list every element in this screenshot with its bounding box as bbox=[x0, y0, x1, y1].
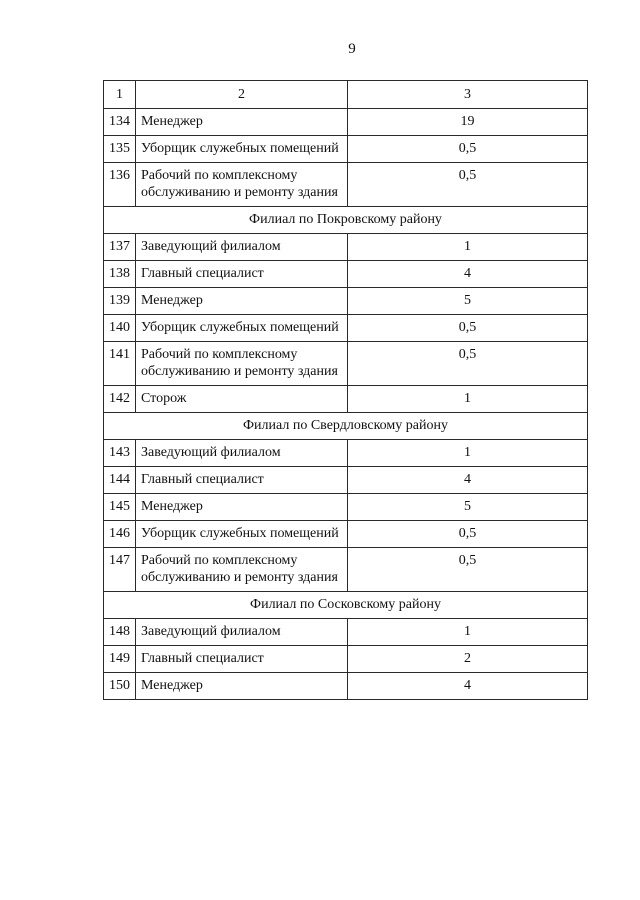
position-name: Уборщик служебных помещений bbox=[136, 521, 348, 548]
table-row bbox=[104, 386, 588, 413]
section-header-row bbox=[104, 207, 588, 234]
table-row bbox=[104, 136, 588, 163]
staff-count: 5 bbox=[348, 288, 588, 315]
position-name: Заведующий филиалом bbox=[136, 440, 348, 467]
row-number: 138 bbox=[104, 261, 136, 288]
table-row bbox=[104, 342, 588, 386]
staff-count: 4 bbox=[348, 673, 588, 700]
column-header-position: 2 bbox=[136, 81, 348, 109]
row-number: 141 bbox=[104, 342, 136, 386]
table-row bbox=[104, 646, 588, 673]
row-number: 150 bbox=[104, 673, 136, 700]
table-row bbox=[104, 288, 588, 315]
position-name: Уборщик служебных помещений bbox=[136, 315, 348, 342]
table-row bbox=[104, 315, 588, 342]
table-body bbox=[104, 81, 588, 700]
staff-count: 2 bbox=[348, 646, 588, 673]
table-row bbox=[104, 467, 588, 494]
table-row bbox=[104, 440, 588, 467]
row-number: 137 bbox=[104, 234, 136, 261]
position-name: Сторож bbox=[136, 386, 348, 413]
row-number: 136 bbox=[104, 163, 136, 207]
row-number: 149 bbox=[104, 646, 136, 673]
position-name: Рабочий по комплексному обслуживанию и ремонту здания bbox=[136, 163, 348, 207]
position-name: Менеджер bbox=[136, 288, 348, 315]
section-header-row bbox=[104, 413, 588, 440]
staff-count: 4 bbox=[348, 467, 588, 494]
position-name: Менеджер bbox=[136, 494, 348, 521]
staff-count: 1 bbox=[348, 234, 588, 261]
row-number: 146 bbox=[104, 521, 136, 548]
position-name: Уборщик служебных помещений bbox=[136, 136, 348, 163]
column-header-count: 3 bbox=[348, 81, 588, 109]
row-number: 144 bbox=[104, 467, 136, 494]
staff-count: 0,5 bbox=[348, 163, 588, 207]
staffing-table bbox=[103, 80, 588, 700]
row-number: 143 bbox=[104, 440, 136, 467]
row-number: 139 bbox=[104, 288, 136, 315]
staff-count: 1 bbox=[348, 386, 588, 413]
row-number: 142 bbox=[104, 386, 136, 413]
row-number: 134 bbox=[104, 109, 136, 136]
position-name: Главный специалист bbox=[136, 467, 348, 494]
table-row bbox=[104, 163, 588, 207]
section-title: Филиал по Сосковскому району bbox=[104, 592, 588, 619]
section-title: Филиал по Свердловскому району bbox=[104, 413, 588, 440]
staff-count: 0,5 bbox=[348, 342, 588, 386]
row-number: 145 bbox=[104, 494, 136, 521]
table-row bbox=[104, 494, 588, 521]
row-number: 148 bbox=[104, 619, 136, 646]
table-row bbox=[104, 261, 588, 288]
column-header-number: 1 bbox=[104, 81, 136, 109]
page-number: 9 bbox=[348, 41, 356, 57]
section-title: Филиал по Покровскому району bbox=[104, 207, 588, 234]
table-row bbox=[104, 109, 588, 136]
position-name: Менеджер bbox=[136, 673, 348, 700]
staff-count: 0,5 bbox=[348, 521, 588, 548]
row-number: 140 bbox=[104, 315, 136, 342]
staff-count: 19 bbox=[348, 109, 588, 136]
position-name: Главный специалист bbox=[136, 646, 348, 673]
position-name: Рабочий по комплексному обслуживанию и ремонту здания bbox=[136, 548, 348, 592]
table-header-row bbox=[104, 81, 588, 109]
position-name: Рабочий по комплексному обслуживанию и ремонту здания bbox=[136, 342, 348, 386]
table-row bbox=[104, 521, 588, 548]
staff-count: 1 bbox=[348, 619, 588, 646]
staff-count: 0,5 bbox=[348, 136, 588, 163]
row-number: 135 bbox=[104, 136, 136, 163]
table-row bbox=[104, 234, 588, 261]
staff-count: 4 bbox=[348, 261, 588, 288]
position-name: Главный специалист bbox=[136, 261, 348, 288]
row-number: 147 bbox=[104, 548, 136, 592]
staff-count: 1 bbox=[348, 440, 588, 467]
staff-count: 0,5 bbox=[348, 315, 588, 342]
staff-count: 0,5 bbox=[348, 548, 588, 592]
section-header-row bbox=[104, 592, 588, 619]
table-row bbox=[104, 619, 588, 646]
staff-count: 5 bbox=[348, 494, 588, 521]
position-name: Заведующий филиалом bbox=[136, 619, 348, 646]
table-row bbox=[104, 548, 588, 592]
position-name: Заведующий филиалом bbox=[136, 234, 348, 261]
table-row bbox=[104, 673, 588, 700]
position-name: Менеджер bbox=[136, 109, 348, 136]
